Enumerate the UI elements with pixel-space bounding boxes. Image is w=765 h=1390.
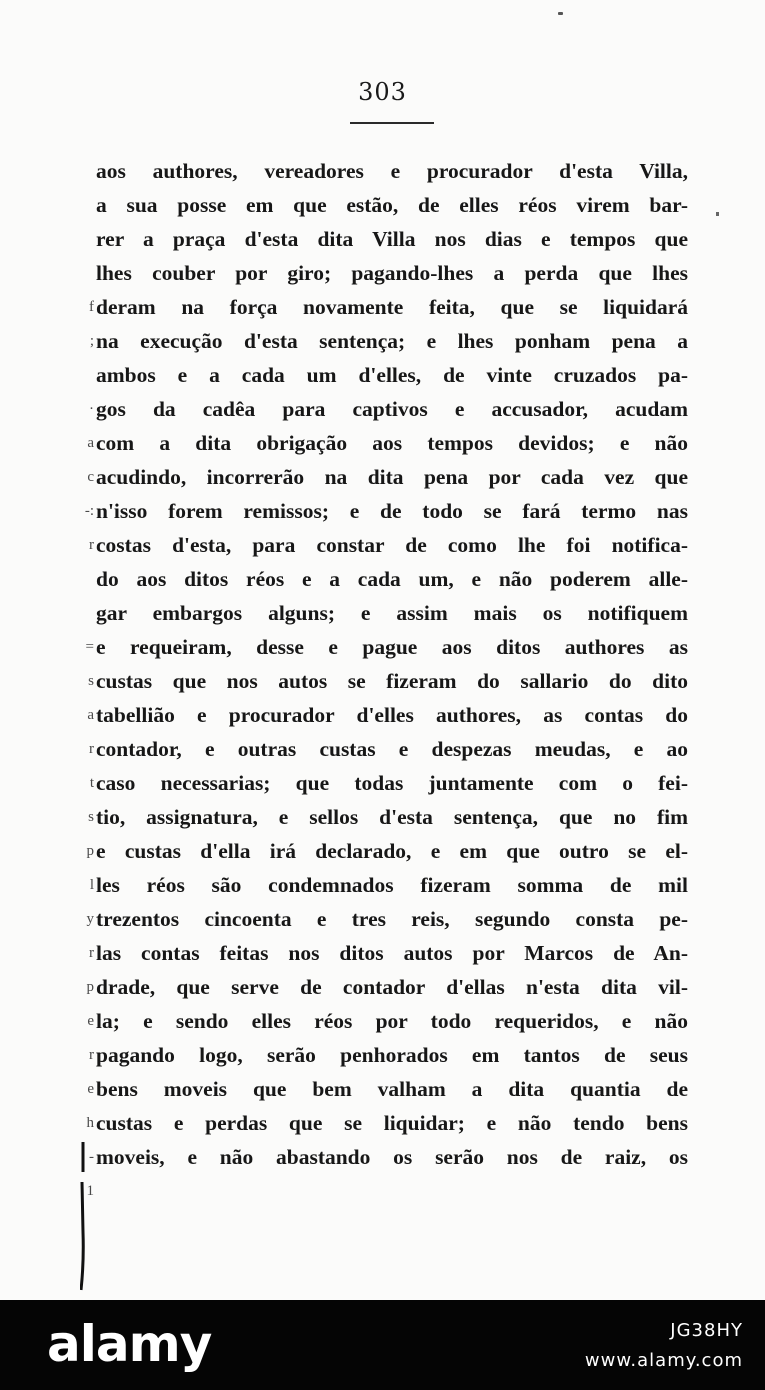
text-line: ambos e a cada um d'elles, de vinte cruzados pa- xyxy=(96,363,688,387)
text-line: las contas feitas nos ditos autos por Marcos de An- xyxy=(96,941,688,965)
margin-mark: r xyxy=(89,741,94,757)
page-number: 303 xyxy=(358,78,407,106)
margin-mark: t xyxy=(89,775,94,791)
text-line: tabellião e procurador d'elles authores, as contas do xyxy=(96,703,688,727)
text-line: contador, e outras custas e despezas meudas, e ao xyxy=(96,737,688,761)
text-line: e custas d'ella irá declarado, e em que outro se el- xyxy=(96,839,688,863)
margin-mark: a xyxy=(87,707,94,723)
margin-mark: p xyxy=(86,979,94,995)
text-line: e requeiram, desse e pague aos ditos authores as xyxy=(96,635,688,659)
margin-mark: r xyxy=(89,537,94,553)
text-line: caso necessarias; que todas juntamente com o fei- xyxy=(96,771,688,795)
margin-mark: e xyxy=(87,1081,94,1097)
ink-speck xyxy=(716,212,719,216)
margin-mark: ; xyxy=(89,333,94,349)
site-url: www.alamy.com xyxy=(584,1350,743,1371)
text-line: acudindo, incorrerão na dita pena por cada vez que xyxy=(96,465,688,489)
margin-mark: s xyxy=(88,809,94,825)
text-line: tio, assignatura, e sellos d'esta sentença, que no fim xyxy=(96,805,688,829)
text-line: lhes couber por giro; pagando-lhes a perda que lhes xyxy=(96,261,688,285)
text-line: gar embargos alguns; e assim mais os notifiquem xyxy=(96,601,688,625)
text-line: moveis, e não abastando os serão nos de raiz, os xyxy=(96,1145,688,1169)
text-line: bens moveis que bem valham a dita quantia de xyxy=(96,1077,688,1101)
text-line: drade, que serve de contador d'ellas n'esta dita vil- xyxy=(96,975,688,999)
margin-mark xyxy=(70,358,94,392)
margin-mark: 1 xyxy=(86,1183,94,1199)
margin-mark: e xyxy=(87,1013,94,1029)
text-line: les réos são condemnados fizeram somma de mil xyxy=(96,873,688,897)
margin-mark xyxy=(70,596,94,630)
margin-mark: · xyxy=(89,401,94,417)
text-line: com a dita obrigação aos tempos devidos; e não xyxy=(96,431,688,455)
margin-mark: -: xyxy=(84,503,94,519)
margin-mark xyxy=(70,562,94,596)
margin-mark: h xyxy=(86,1115,94,1131)
text-line: rer a praça d'esta dita Villa nos dias e tempos que xyxy=(96,227,688,251)
ink-speck xyxy=(558,12,563,15)
body-text xyxy=(96,154,688,1174)
text-line: do aos ditos réos e a cada um, e não poderem alle- xyxy=(96,567,688,591)
margin-mark: s xyxy=(88,673,94,689)
margin-mark: r xyxy=(89,945,94,961)
text-line: costas d'esta, para constar de como lhe foi notifica- xyxy=(96,533,688,557)
text-line: aos authores, vereadores e procurador d'esta Villa, xyxy=(96,159,688,183)
margin-mark: r xyxy=(89,1047,94,1063)
text-line: trezentos cincoenta e tres reis, segundo consta pe- xyxy=(96,907,688,931)
margin-mark: a xyxy=(87,435,94,451)
watermark-bar xyxy=(0,1300,765,1390)
margin-marks xyxy=(70,290,94,1208)
text-line: pagando logo, serão penhorados em tantos de seus xyxy=(96,1043,688,1067)
margin-mark: l xyxy=(89,877,94,893)
alamy-logo: alamy xyxy=(47,1315,212,1373)
margin-mark: = xyxy=(85,639,94,655)
margin-mark: y xyxy=(86,911,94,927)
margin-mark: p xyxy=(86,843,94,859)
text-line: deram na força novamente feita, que se liquidará xyxy=(96,295,688,319)
margin-mark: c xyxy=(87,469,94,485)
margin-mark: - xyxy=(89,1149,94,1165)
text-line: la; e sendo elles réos por todo requeridos, e não xyxy=(96,1009,688,1033)
header-rule xyxy=(350,122,434,124)
text-line: a sua posse em que estão, de elles réos virem bar- xyxy=(96,193,688,217)
text-line: custas que nos autos se fizeram do sallario do dito xyxy=(96,669,688,693)
binding-mark xyxy=(80,1142,86,1292)
margin-mark: f xyxy=(89,299,94,315)
text-line: gos da cadêa para captivos e accusador, acudam xyxy=(96,397,688,421)
image-id: JG38HY xyxy=(670,1320,743,1341)
text-line: n'isso forem remissos; e de todo se fará termo nas xyxy=(96,499,688,523)
text-line: custas e perdas que se liquidar; e não tendo bens xyxy=(96,1111,688,1135)
text-line: na execução d'esta sentença; e lhes ponham pena a xyxy=(96,329,688,353)
